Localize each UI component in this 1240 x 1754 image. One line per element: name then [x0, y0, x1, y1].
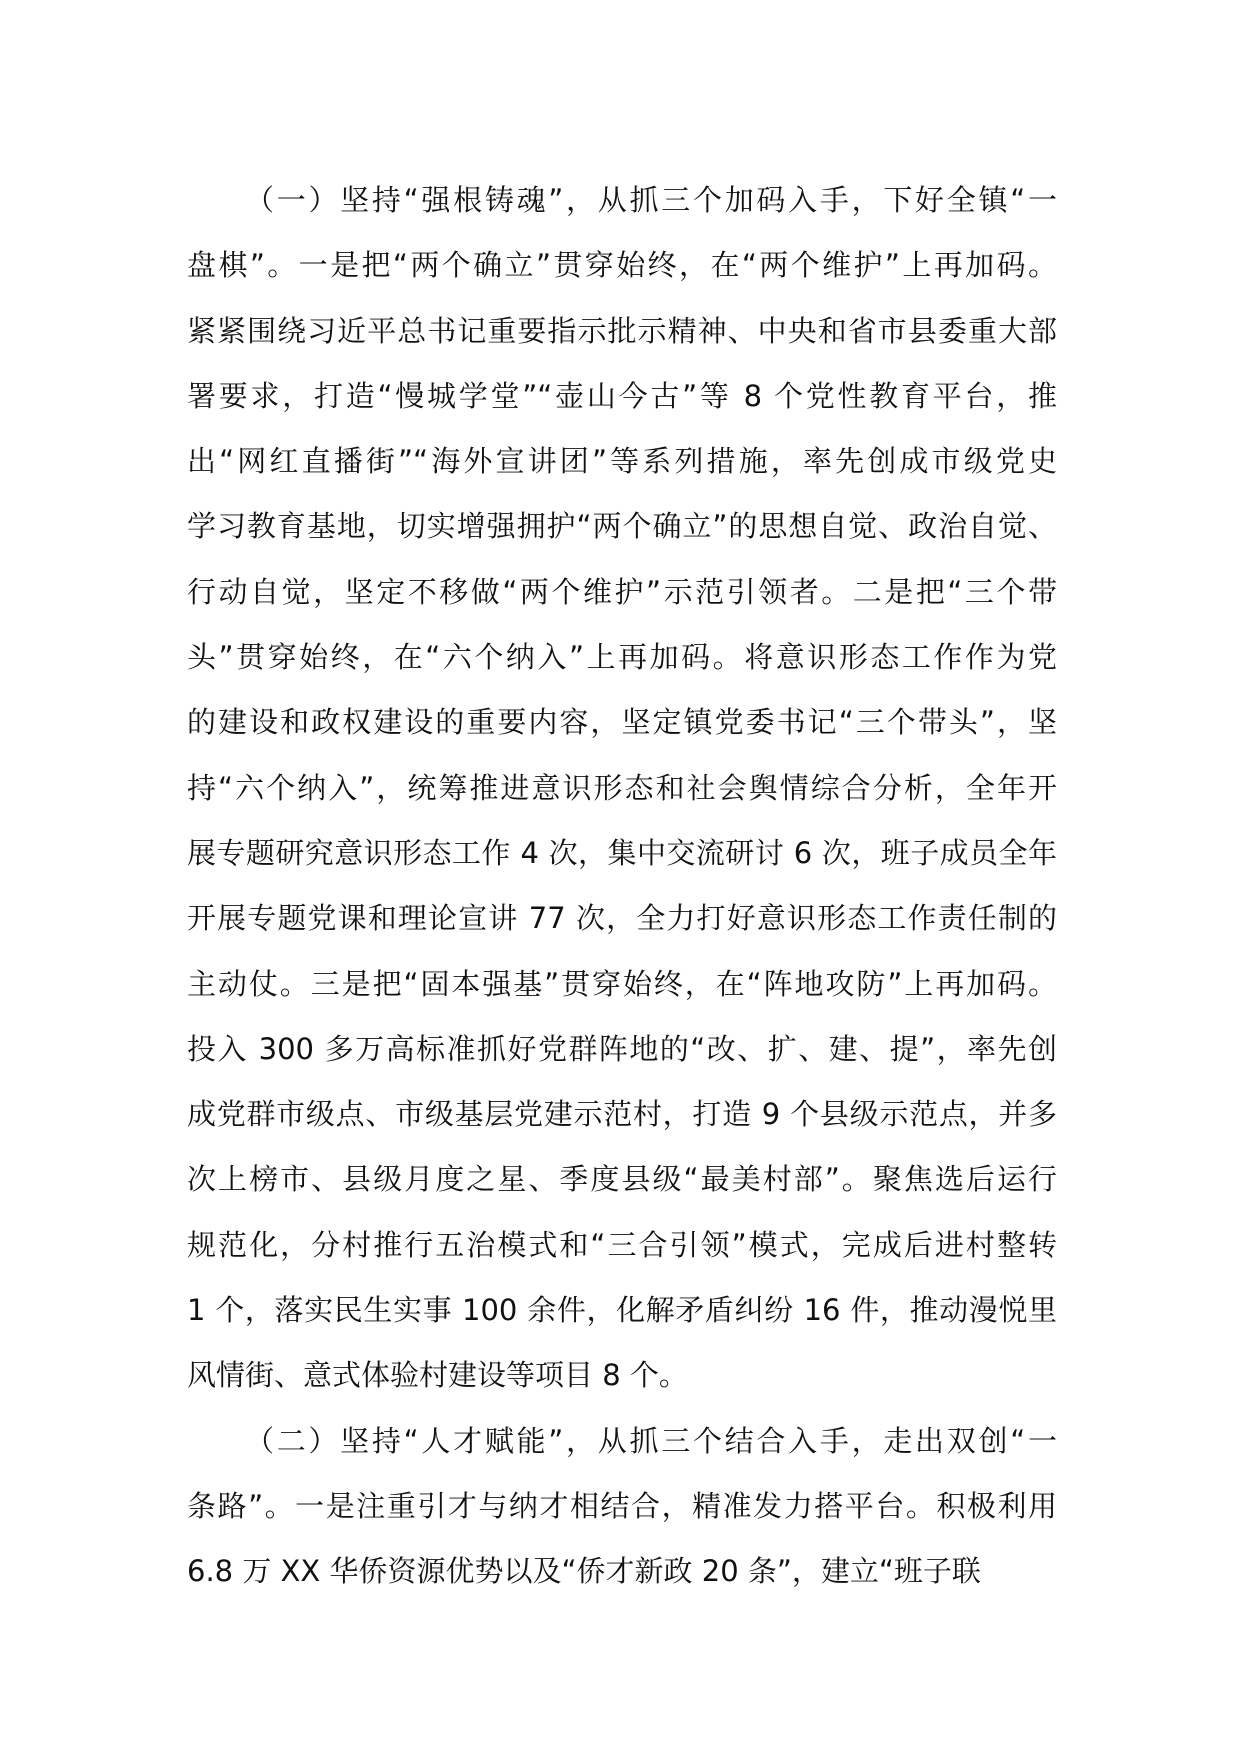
paragraph-1-line: 学习教育基地，切实增强拥护“两个确立”的思想自觉、政治自觉、: [187, 509, 1057, 544]
document-body: [187, 168, 1057, 1605]
paragraph-1-line: 1 个，落实民生实事 100 余件，化解矛盾纠纷 16 件，推动漫悦里: [187, 1293, 1057, 1328]
paragraph-1-line: 署要求，打造“慢城学堂”“壶山今古”等 8 个党性教育平台，推: [187, 378, 1057, 413]
paragraph-2-line: 6.8 万 XX 华侨资源优势以及“侨才新政 20 条”，建立“班子联: [187, 1554, 981, 1589]
paragraph-1: [187, 168, 1057, 1409]
paragraph-1-line: 行动自觉，坚定不移做“两个维护”示范引领者。二是把“三个带: [187, 574, 1057, 609]
paragraph-1-line: 的建设和政权建设的重要内容，坚定镇党委书记“三个带头”，坚: [187, 705, 1057, 740]
paragraph-1-line: 头”贯穿始终，在“六个纳入”上再加码。将意识形态工作作为党: [187, 640, 1057, 675]
paragraph-1-line: 开展专题党课和理论宣讲 77 次，全力打好意识形态工作责任制的: [187, 901, 1057, 936]
paragraph-1-line: 盘棋”。一是把“两个确立”贯穿始终，在“两个维护”上再加码。: [187, 248, 1057, 283]
paragraph-2: [187, 1409, 1057, 1605]
paragraph-1-line: 规范化，分村推行五治模式和“三合引领”模式，完成后进村整转: [187, 1227, 1057, 1262]
paragraph-1-line: 成党群市级点、市级基层党建示范村，打造 9 个县级示范点，并多: [187, 1097, 1057, 1132]
paragraph-1-line: 投入 300 多万高标准抓好党群阵地的“改、扩、建、提”，率先创: [187, 1031, 1057, 1066]
paragraph-1-line: 持“六个纳入”，统筹推进意识形态和社会舆情综合分析，全年开: [187, 770, 1057, 805]
paragraph-2-line: 条路”。一是注重引才与纳才相结合，精准发力搭平台。积极利用: [187, 1488, 1057, 1523]
paragraph-1-line: 出“网红直播街”“海外宣讲团”等系列措施，率先创成市级党史: [187, 444, 1057, 479]
paragraph-1-line: 次上榜市、县级月度之星、季度县级“最美村部”。聚焦选后运行: [187, 1162, 1057, 1197]
paragraph-1-line: （一）坚持“强根铸魂”，从抓三个加码入手，下好全镇“一: [245, 183, 1057, 217]
paragraph-1-line: 展专题研究意识形态工作 4 次，集中交流研讨 6 次，班子成员全年: [187, 835, 1057, 870]
paragraph-1-line: 紧紧围绕习近平总书记重要指示批示精神、中央和省市县委重大部: [187, 313, 1057, 348]
paragraph-1-line: 风情街、意式体验村建设等项目 8 个。: [187, 1358, 688, 1393]
paragraph-2-line: （二）坚持“人才赋能”，从抓三个结合入手，走出双创“一: [245, 1423, 1057, 1458]
paragraph-1-line: 主动仗。三是把“固本强基”贯穿始终，在“阵地攻防”上再加码。: [187, 966, 1057, 1001]
